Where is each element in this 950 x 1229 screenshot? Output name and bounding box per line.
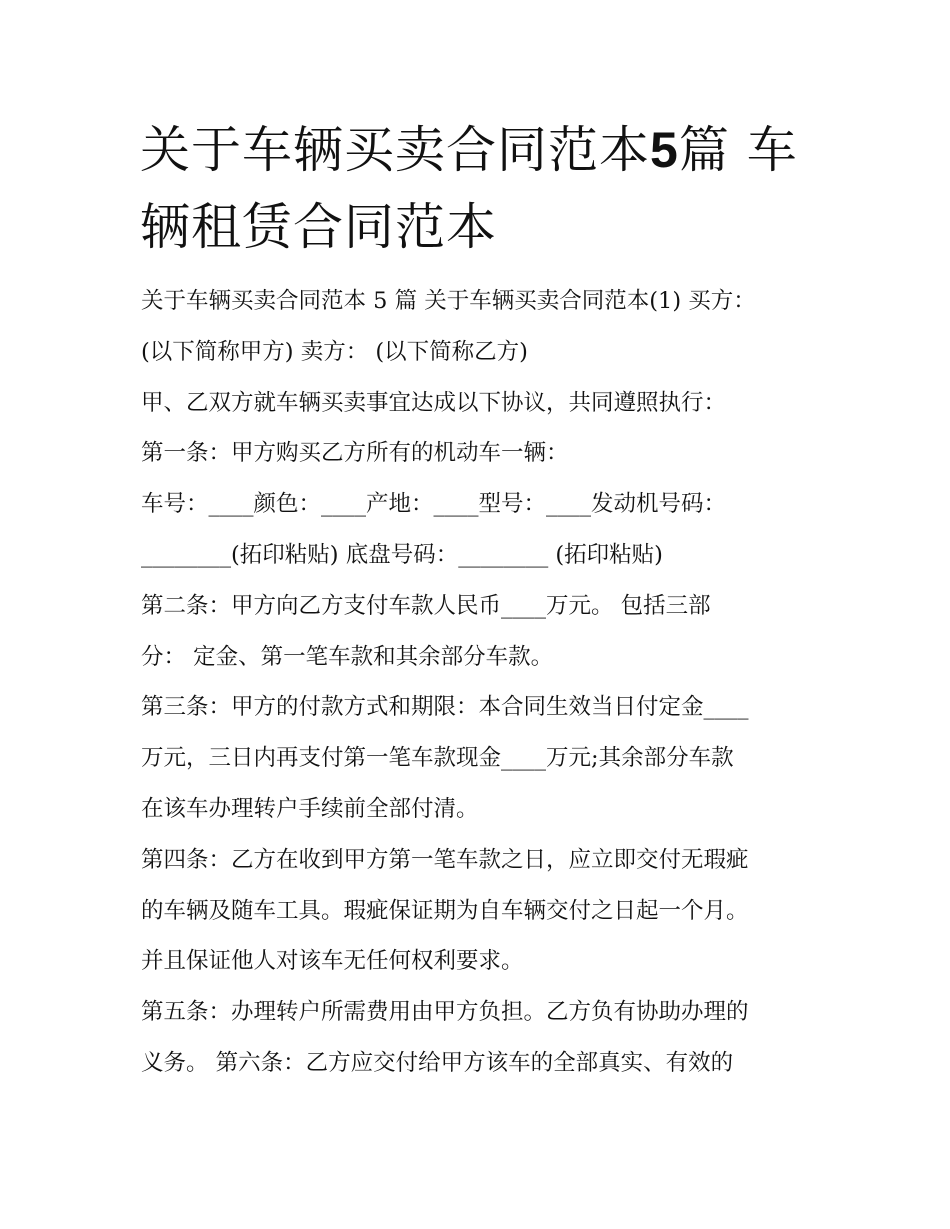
body-line: 车号：____颜色：____产地：____型号：____发动机号码： <box>141 491 727 518</box>
body-line: 第五条：办理转户所需费用由甲方负担。乙方负有协助办理的 <box>141 999 749 1026</box>
title-line-1 <box>140 112 820 189</box>
body-line: 分： 定金、第一笔车款和其余部分车款。 <box>141 643 554 670</box>
body-line: 万元，三日内再支付第一笔车款现金____万元;其余部分车款 <box>141 745 734 772</box>
document-body <box>141 279 821 1092</box>
title-line-2: 辆租赁合同范本 <box>140 198 497 256</box>
body-line: 在该车办理转户手续前全部付清。 <box>141 795 479 822</box>
body-line: 甲、乙双方就车辆买卖事宜达成以下协议，共同遵照执行： <box>141 389 727 416</box>
body-line: ________(拓印粘贴) 底盘号码：________ (拓印粘贴) <box>141 541 663 568</box>
title-text-part1: 关于车辆买卖合同范本 <box>140 121 650 179</box>
body-line: 关于车辆买卖合同范本 5 篇 关于车辆买卖合同范本(1) 买方： <box>141 288 756 314</box>
body-line: 义务。 第六条：乙方应交付给甲方该车的全部真实、有效的 <box>141 1049 734 1076</box>
document-title <box>140 112 820 266</box>
title-number: 5 <box>650 122 679 178</box>
body-line: 第一条：甲方购买乙方所有的机动车一辆： <box>141 440 569 467</box>
body-line: 并且保证他人对该车无任何权利要求。 <box>141 948 524 975</box>
body-line: 的车辆及随车工具。瑕疵保证期为自车辆交付之日起一个月。 <box>141 897 749 924</box>
body-line: (以下简称甲方) 卖方： (以下简称乙方) <box>141 338 528 365</box>
body-line: 第三条：甲方的付款方式和期限：本合同生效当日付定金____ <box>141 694 749 721</box>
body-line: 第二条：甲方向乙方支付车款人民币____万元。 包括三部 <box>141 592 711 619</box>
title-text-part2: 篇 车 <box>678 121 798 179</box>
body-line: 第四条：乙方在收到甲方第一笔车款之日，应立即交付无瑕疵 <box>141 846 749 873</box>
